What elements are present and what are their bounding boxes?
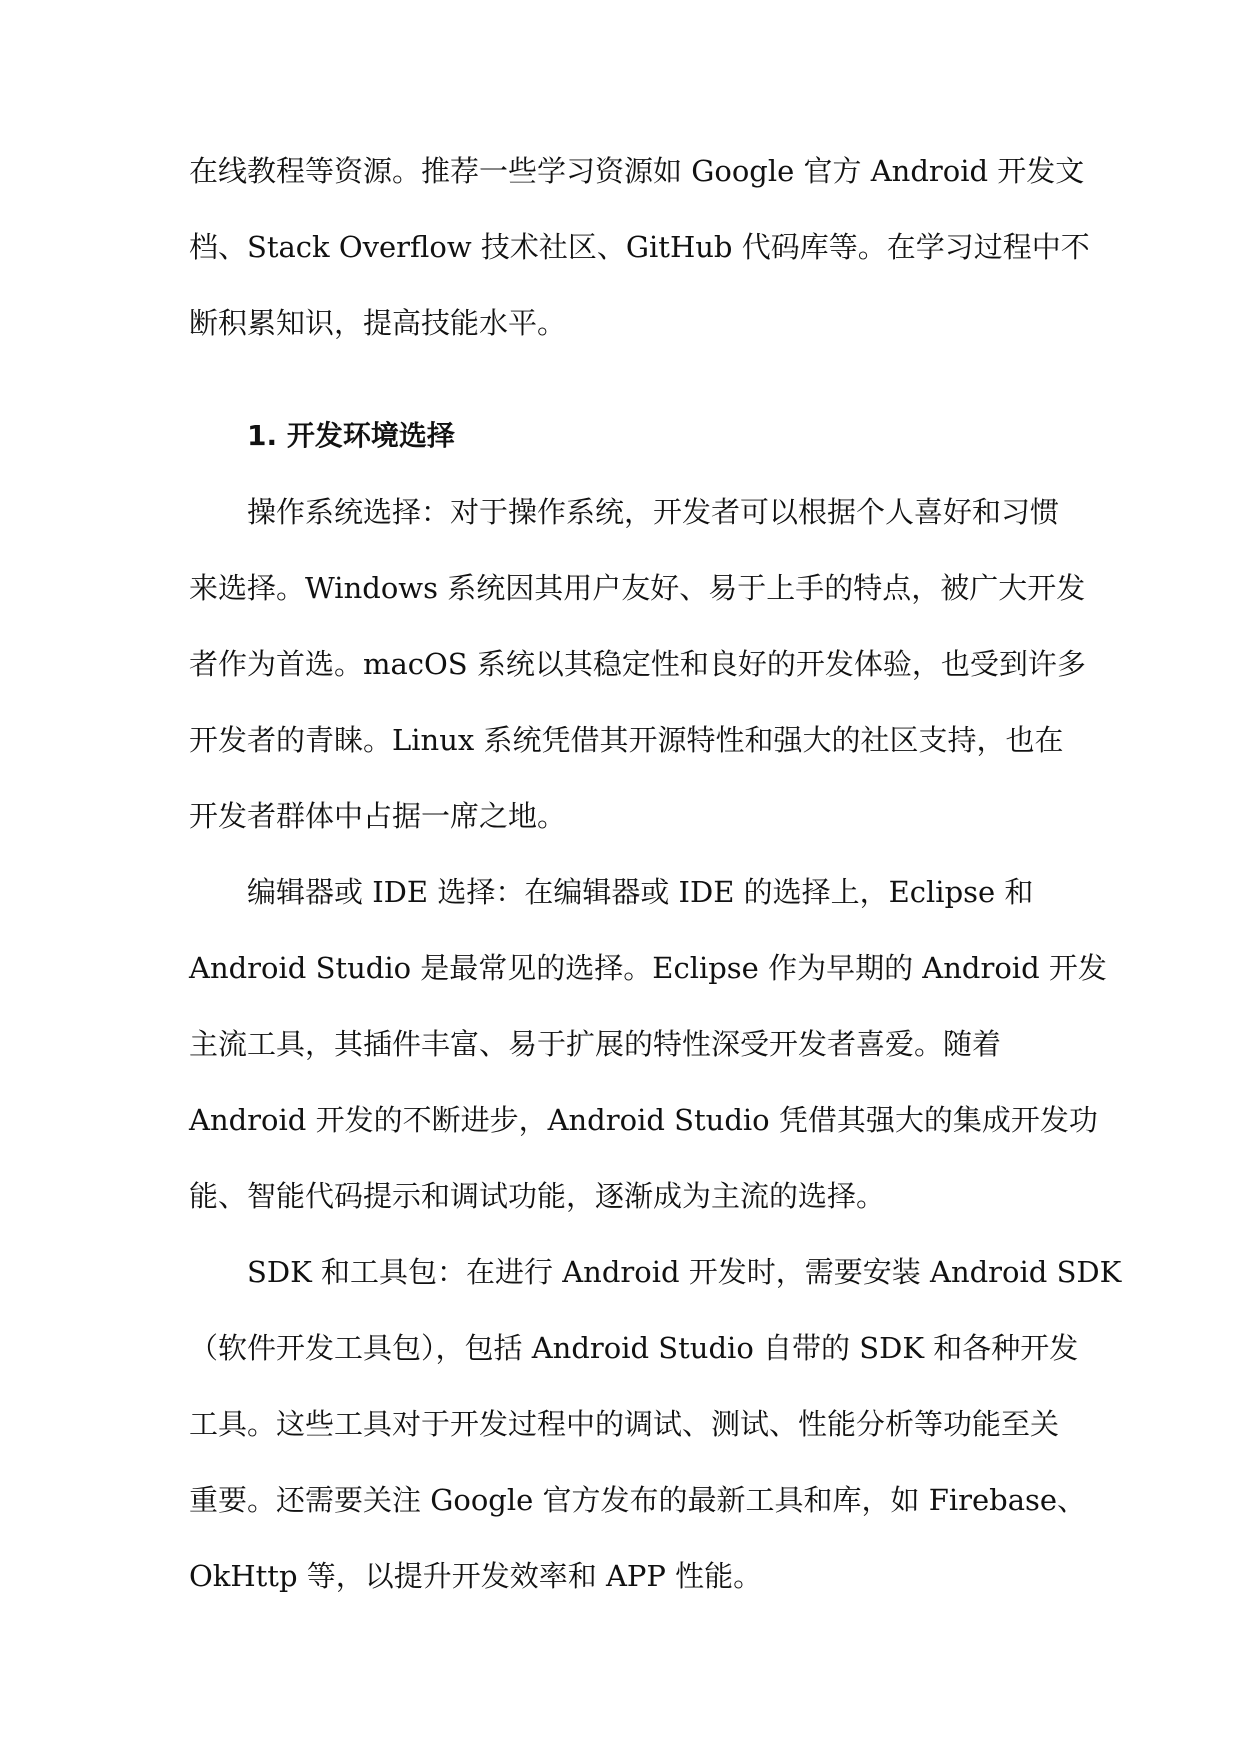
paragraph-line: 开发者群体中占据一席之地。 — [189, 799, 567, 833]
paragraph-line: 重要。还需要关注 Google 官方发布的最新工具和库，如 Firebase、 — [189, 1483, 1087, 1517]
paragraph-line: 操作系统选择：对于操作系统，开发者可以根据个人喜好和习惯 — [247, 495, 1060, 529]
section-heading: 1. 开发环境选择 — [247, 419, 455, 452]
section-spacing — [189, 361, 1069, 398]
paragraph-line: 主流工具，其插件丰富、易于扩展的特性深受开发者喜爱。随着 — [189, 1027, 1002, 1061]
paragraph-line: 断积累知识，提高技能水平。 — [189, 306, 567, 340]
paragraph-line: 者作为首选。macOS 系统以其稳定性和良好的开发体验，也受到许多 — [189, 647, 1086, 681]
paragraph-line: 能、智能代码提示和调试功能，逐渐成为主流的选择。 — [189, 1179, 886, 1213]
paragraph-line: 工具。这些工具对于开发过程中的调试、测试、性能分析等功能至关 — [189, 1407, 1060, 1441]
paragraph-line: （软件开发工具包），包括 Android Studio 自带的 SDK 和各种开发 — [189, 1331, 1079, 1365]
paragraph-line: Android 开发的不断进步，Android Studio 凭借其强大的集成开发功 — [189, 1103, 1098, 1137]
paragraph-line: 在线教程等资源。推荐一些学习资源如 Google 官方 Android 开发文 — [189, 154, 1085, 188]
paragraph-line: 档、Stack Overflow 技术社区、GitHub 代码库等。在学习过程中不 — [189, 230, 1090, 264]
paragraph-line: 编辑器或 IDE 选择：在编辑器或 IDE 的选择上，Eclipse 和 — [247, 875, 1034, 909]
document-body — [189, 133, 1122, 1614]
paragraph-line: 来选择。Windows 系统因其用户友好、易于上手的特点，被广大开发 — [189, 571, 1086, 605]
paragraph-line: Android Studio 是最常见的选择。Eclipse 作为早期的 Android 开发 — [189, 951, 1107, 985]
paragraph-line: SDK 和工具包：在进行 Android 开发时，需要安装 Android SDK — [247, 1255, 1122, 1289]
paragraph-line: 开发者的青睐。Linux 系统凭借其开源特性和强大的社区支持，也在 — [189, 723, 1064, 757]
paragraph-line: OkHttp 等，以提升开发效率和 APP 性能。 — [189, 1559, 763, 1593]
